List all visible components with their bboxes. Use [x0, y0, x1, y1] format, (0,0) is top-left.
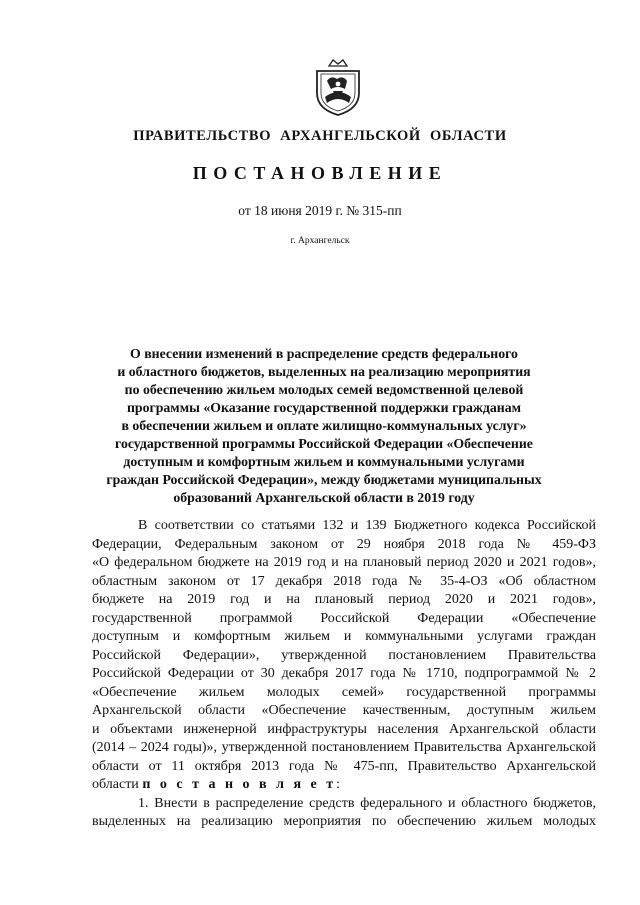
subject-line: граждан Российской Федерации», между бюджетами муниципальных	[106, 472, 542, 487]
resolves-suffix: :	[336, 777, 341, 792]
body-line: государственной программой Российской Федерации «Обеспечение	[92, 610, 596, 626]
government-name: ПРАВИТЕЛЬСТВО АРХАНГЕЛЬСКОЙ ОБЛАСТИ	[133, 128, 507, 144]
body-line: Архангельской области «Обеспечение качественным, доступным жильем	[92, 703, 596, 718]
body-line: В соответствии со статьями 132 и 139 Бюджетного кодекса Российской	[138, 518, 596, 533]
body-line: «Обеспечение жильем молодых семей» государственной программы	[92, 684, 596, 700]
body-line: бюджете на 2019 год и на плановый период 2020 и 2021 годов»,	[92, 592, 596, 607]
body-line: «О федеральном бюджете на 2019 год и на плановый период 2020 и 2021 годов»,	[92, 555, 596, 570]
document-subject	[96, 345, 552, 507]
resolves-line	[92, 776, 596, 795]
subject-line: в обеспечении жильем и оплате жилищно-коммунальных услуг»	[121, 418, 527, 433]
subject-line: доступным и комфортным жильем и коммунальными услугами	[123, 454, 525, 469]
body-line: Федерации, Федеральным законом от 29 ноября 2018 года № 459-ФЗ	[92, 536, 596, 552]
body-line: (2014 – 2024 годы)», утвержденной постановлением Правительства Архангельской	[92, 740, 596, 755]
body-line: области от 11 октября 2013 года № 475-пп, Правительство Архангельской	[92, 758, 596, 774]
preamble-paragraph	[92, 517, 596, 832]
item-1-line: 1. Внести в распределение средств федерального и областного бюджетов,	[138, 795, 596, 811]
issue-city: г. Архангельск	[290, 236, 350, 246]
document-type-title: ПОСТАНОВЛЕНИЕ	[192, 163, 448, 183]
item-1-line: выделенных на реализацию мероприятия по обеспечению жильем молодых	[92, 814, 596, 829]
body-line: Российской Федерации от 30 декабря 2017 года № 1710, подпрограммой № 2	[92, 666, 596, 681]
date-and-number: от 18 июня 2019 г. № 315-пп	[238, 203, 402, 218]
subject-line: и областного бюджетов, выделенных на реализацию мероприятия	[117, 364, 531, 379]
subject-line: по обеспечению жильем молодых семей ведомственной целевой	[124, 382, 524, 397]
resolves-prefix: области	[92, 777, 143, 792]
body-line: областным законом от 17 декабря 2018 года № 35-4-ОЗ «Об областном	[92, 573, 596, 589]
coat-of-arms-icon	[313, 57, 363, 117]
resolves-word: п о с т а н о в л я е т	[142, 777, 337, 792]
subject-line: государственной программы Российской Федерации «Обеспечение	[115, 436, 533, 451]
body-line: доступным и комфортным жильем и коммунальными услугами граждан	[92, 629, 596, 644]
body-line: Российской Федерации», утвержденной постановлением Правительства	[92, 647, 596, 663]
subject-line: О внесении изменений в распределение средств федерального	[130, 346, 518, 361]
body-line: и объектами инженерной инфраструктуры населения Архангельской области	[92, 721, 596, 737]
subject-line: программы «Оказание государственной поддержки гражданам	[126, 400, 522, 415]
subject-line: образований Архангельской области в 2019 году	[173, 490, 475, 505]
